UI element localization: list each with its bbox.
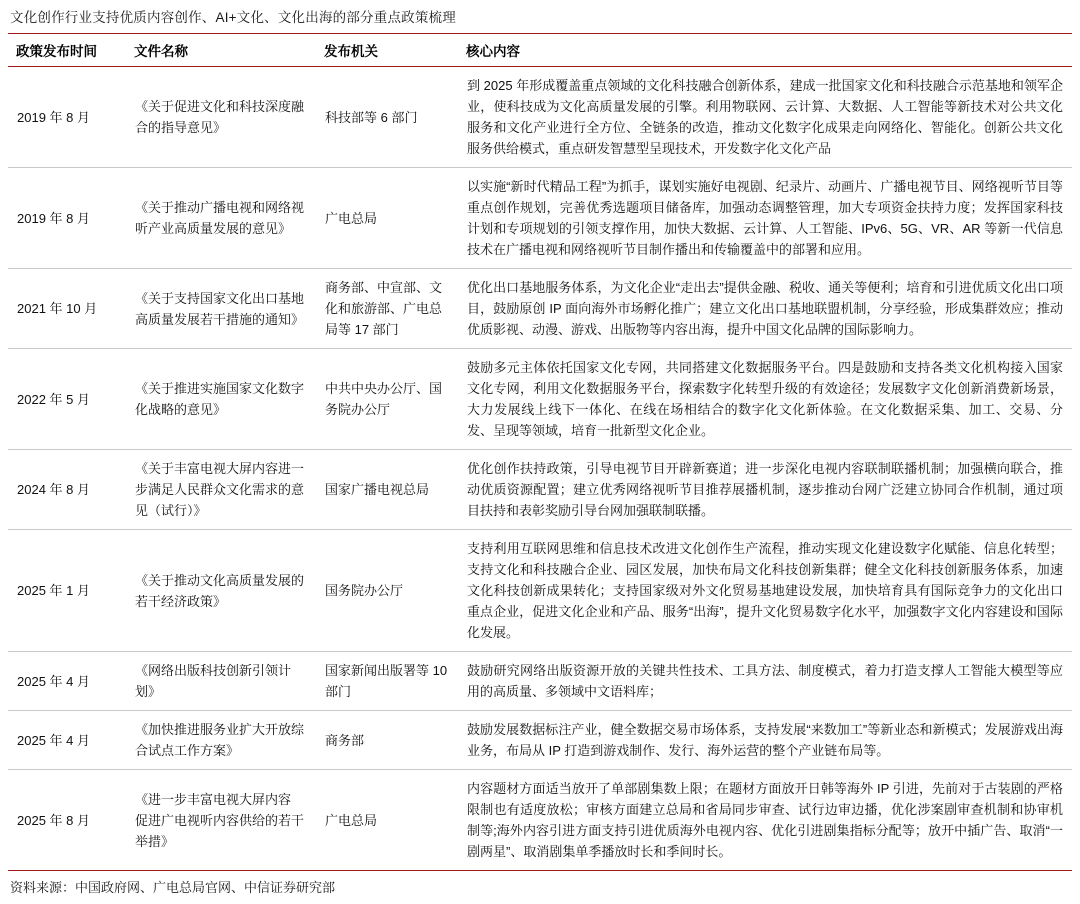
cell-core-content: 优化出口基地服务体系，为文化企业“走出去”提供金融、税收、通关等便利；培育和引进优质文化出口项目，鼓励原创 IP 面向海外市场孵化推广；建立文化出口基地联盟机制，分享经验，形成集群效应；推动优质影视、动漫、游戏、出版物等内容出海，提升中国文化品牌的国际影响力。 [458, 269, 1072, 349]
cell-core-content: 以实施“新时代精品工程”为抓手，谋划实施好电视剧、纪录片、动画片、广播电视节目、网络视听节目等重点创作规划，完善优秀选题项目储备库，加强动态调整管理，加大专项资金扶持力度；发挥国家科技计划和专项规划的引领支撑作用，加快大数据、云计算、人工智能、IPv6、5G、VR、AR 等新一代信息技术在广播电视和网络视听节目制作播出和传输覆盖中的部署和应用。 [458, 168, 1072, 269]
cell-organization: 商务部 [316, 711, 458, 770]
table-row [8, 349, 1072, 450]
source-note: 资料来源：中国政府网、广电总局官网、中信证券研究部 [10, 880, 336, 895]
table-body [8, 67, 1072, 871]
column-header-document: 文件名称 [126, 34, 316, 67]
cell-organization: 科技部等 6 部门 [316, 67, 458, 168]
cell-time: 2024 年 8 月 [8, 450, 126, 530]
cell-document: 《进一步丰富电视大屏内容 促进广电视听内容供给的若干举措》 [126, 770, 316, 871]
table-row [8, 530, 1072, 652]
cell-core-content: 鼓励多元主体依托国家文化专网，共同搭建文化数据服务平台。四是鼓励和支持各类文化机构接入国家文化专网，利用文化数据服务平台，探索数字化转型升级的有效途径；发展数字文化创新消费新场景，大力发展线上线下一体化、在线在场相结合的数字化文化新体验。在文化数据采集、加工、交易、分发、呈现等领域，培育一批新型文化企业。 [458, 349, 1072, 450]
cell-time: 2019 年 8 月 [8, 67, 126, 168]
cell-core-content: 优化创作扶持政策，引导电视节目开辟新赛道；进一步深化电视内容联制联播机制；加强横向联合，推动优质资源配置；建立优秀网络视听节目推荐展播机制，逐步推动台网广泛建立协同合作机制，通过项目扶持和表彰奖励引导台网加强联制联播。 [458, 450, 1072, 530]
cell-time: 2021 年 10 月 [8, 269, 126, 349]
cell-time: 2025 年 8 月 [8, 770, 126, 871]
cell-core-content: 鼓励研究网络出版资源开放的关键共性技术、工具方法、制度模式，着力打造支撑人工智能大模型等应用的高质量、多领域中文语料库； [458, 652, 1072, 711]
column-header-time: 政策发布时间 [8, 34, 126, 67]
cell-organization: 国家广播电视总局 [316, 450, 458, 530]
cell-organization: 商务部、中宣部、文化和旅游部、广电总局等 17 部门 [316, 269, 458, 349]
column-header-core-content: 核心内容 [458, 34, 1072, 67]
cell-document: 《加快推进服务业扩大开放综合试点工作方案》 [126, 711, 316, 770]
cell-document: 《关于推进实施国家文化数字化战略的意见》 [126, 349, 316, 450]
table-row [8, 770, 1072, 871]
cell-document: 《关于促进文化和科技深度融合的指导意见》 [126, 67, 316, 168]
cell-time: 2022 年 5 月 [8, 349, 126, 450]
cell-document: 《关于推动文化高质量发展的若干经济政策》 [126, 530, 316, 652]
cell-core-content: 鼓励发展数据标注产业，健全数据交易市场体系，支持发展“来数加工”等新业态和新模式；发展游戏出海业务，布局从 IP 打造到游戏制作、发行、海外运营的整个产业链布局等。 [458, 711, 1072, 770]
cell-core-content: 内容题材方面适当放开了单部剧集数上限；在题材方面放开日韩等海外 IP 引进，先前对于古装剧的严格限制也有适度放松；审核方面建立总局和省局同步审查、试行边审边播，优化涉案剧审查机制和协审机制等;海外内容引进方面支持引进优质海外电视内容、优化引进剧集指标分配等；放开中插广告、取消“一剧两星”、取消剧集单季播放时长和季间时长。 [458, 770, 1072, 871]
cell-time: 2025 年 4 月 [8, 711, 126, 770]
cell-organization: 广电总局 [316, 168, 458, 269]
cell-document: 《网络出版科技创新引领计划》 [126, 652, 316, 711]
table-row [8, 450, 1072, 530]
page-title: 文化创作行业支持优质内容创作、AI+文化、文化出海的部分重点政策梳理 [10, 10, 456, 25]
table-row [8, 168, 1072, 269]
table-row [8, 269, 1072, 349]
cell-organization: 中共中央办公厅、国务院办公厅 [316, 349, 458, 450]
cell-core-content: 到 2025 年形成覆盖重点领域的文化科技融合创新体系，建成一批国家文化和科技融合示范基地和领军企业，使科技成为文化高质量发展的引擎。利用物联网、云计算、大数据、人工智能等新技术对公共文化服务和文化产业进行全方位、全链条的改造，推动文化数字化成果走向网络化、智能化。创新公共文化服务供给模式，重点研发智慧型呈现技术，开发数字化文化产品 [458, 67, 1072, 168]
cell-document: 《关于支持国家文化出口基地高质量发展若干措施的通知》 [126, 269, 316, 349]
table-header-row [8, 34, 1072, 67]
cell-time: 2025 年 4 月 [8, 652, 126, 711]
cell-organization: 广电总局 [316, 770, 458, 871]
table-row [8, 652, 1072, 711]
cell-core-content: 支持利用互联网思维和信息技术改进文化创作生产流程，推动实现文化建设数字化赋能、信息化转型；支持文化和科技融合企业、园区发展，加快布局文化科技创新集群；健全文化科技创新服务体系，加速文化科技创新成果转化；支持国家级对外文化贸易基地建设发展，加快培育具有国际竞争力的文化出口重点企业，促进文化企业和产品、服务“出海”，提升文化贸易数字化水平，加强数字文化内容建设和国际化发展。 [458, 530, 1072, 652]
cell-time: 2019 年 8 月 [8, 168, 126, 269]
column-header-organization: 发布机关 [316, 34, 458, 67]
cell-organization: 国家新闻出版署等 10 部门 [316, 652, 458, 711]
cell-document: 《关于丰富电视大屏内容进一步满足人民群众文化需求的意见（试行）》 [126, 450, 316, 530]
policy-table [8, 33, 1072, 871]
table-row [8, 67, 1072, 168]
cell-document: 《关于推动广播电视和网络视听产业高质量发展的意见》 [126, 168, 316, 269]
cell-organization: 国务院办公厅 [316, 530, 458, 652]
table-row [8, 711, 1072, 770]
cell-time: 2025 年 1 月 [8, 530, 126, 652]
table-header [8, 34, 1072, 67]
